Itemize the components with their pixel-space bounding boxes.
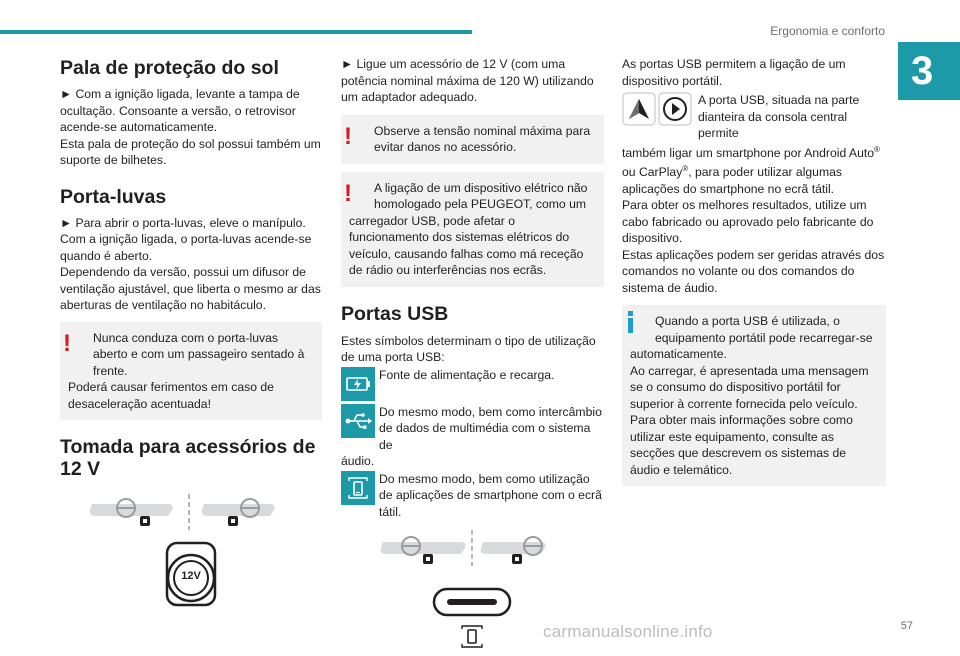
mirror-apps-text-part: , para poder utilizar algumas aplicações do smartphone no ecrã tátil.	[622, 165, 842, 196]
smartphone-mirror-icon	[341, 471, 375, 505]
glovebox-step: ► Para abrir o porta-luvas, eleve o manípulo.	[60, 215, 306, 230]
usb-symbol-data-text: Do mesmo modo, bem como intercâmbio de dados de multimédia com o sistema de	[379, 404, 602, 452]
warning-text-cont: carregador USB, pode afetar o funcionamento dos sistemas elétricos do veículo, causando falhas como má receção de rádio ou interferências nos ecrãs.	[349, 213, 584, 277]
warning-text-cont: Poderá causar ferimentos em caso de desaceleração acentuada!	[68, 380, 274, 411]
info-text: Quando a porta USB é utilizada, o equipamento portátil pode recarregar-se	[655, 314, 873, 345]
12v-socket-illustration	[60, 486, 322, 626]
heading-usb-ports: Portas USB	[341, 302, 449, 325]
sun-visor-step: ► Com a ignição ligada, levante a tampa de ocultação. Consoante a versão, o retrovisor acende-se automaticamente.	[60, 87, 300, 134]
heading-12v-socket: Tomada para acessórios de 12 V	[60, 436, 316, 480]
usb-trident-icon	[341, 404, 375, 438]
mirror-apps-text: A porta USB, situada na parte dianteira da consola central permite	[698, 93, 860, 140]
header-accent-bar	[0, 30, 472, 34]
chapter-number-tab: 3	[898, 42, 960, 100]
registered-mark: ®	[874, 144, 880, 154]
info-icon	[628, 311, 633, 333]
usb-symbol-power	[341, 367, 604, 401]
glovebox-vent-note: Dependendo da versão, possui um difusor de ventilação ajustável, que liberta o mesmo ar das aberturas de ventilação no habitáculo.	[60, 265, 321, 312]
apps-control-note: Estas aplicações podem ser geridas através dos comandos no volante ou dos comandos do sistema de áudio.	[622, 247, 885, 295]
mirror-apps-text-part: ou CarPlay	[622, 165, 683, 180]
warning-text: Observe a tensão nominal máxima para evitar danos no acessório.	[374, 123, 591, 154]
usb-intro: Estes símbolos determinam o tipo de utilização de uma porta USB:	[341, 333, 596, 364]
usb-symbol-power-text: Fonte de alimentação e recarga.	[379, 367, 555, 382]
mirror-apps-text-part: também ligar um smartphone por Android Auto	[622, 145, 875, 160]
accessory-step: ► Ligue um acessório de 12 V (com uma potência nominal máxima de 120 W) utilizando um adaptador adequado.	[341, 57, 594, 104]
warning-text: Nunca conduza com o porta-luvas aberto e com um passageiro sentado à frente.	[93, 330, 305, 378]
warning-text: A ligação de um dispositivo elétrico não homologado pela PEUGEOT, como um	[374, 180, 588, 211]
mirror-apps-block	[622, 92, 886, 197]
warning-exclamation-icon: !	[344, 179, 352, 207]
sun-visor-note: Esta pala de proteção do sol possui também um suporte de bilhetes.	[60, 136, 321, 167]
page-number: 57	[900, 620, 913, 632]
info-box-usb-charging	[622, 305, 886, 486]
glovebox-light-note: Com a ignição ligada, o porta-luvas acende-se quando é aberto.	[60, 232, 312, 263]
warning-box-voltage	[341, 115, 604, 164]
mirror-apps-text-cont	[622, 142, 886, 198]
column-right	[622, 50, 886, 486]
registered-mark: ®	[682, 164, 689, 174]
info-text-cont: automaticamente.	[630, 347, 727, 362]
dashboard-location-icon	[60, 486, 322, 626]
usb-symbol-data-text-cont: áudio.	[341, 454, 375, 468]
info-text-consumption: Ao carregar, é apresentada uma mensagem se o consumo do dispositivo portátil for superior à corrente fornecida pelo veículo.	[630, 363, 869, 411]
mirror-app-icons	[622, 92, 694, 126]
usb-symbol-smartphone	[341, 471, 604, 521]
warning-exclamation-icon: !	[63, 329, 71, 357]
warning-box-glovebox	[60, 322, 322, 421]
column-left	[60, 50, 322, 626]
column-middle	[341, 50, 604, 656]
warning-exclamation-icon: !	[344, 122, 352, 150]
usb-connect-intro: As portas USB permitem a ligação de um dispositivo portátil.	[622, 57, 846, 88]
watermark: carmanualsonline.info	[543, 622, 713, 641]
usb-symbol-smartphone-text: Do mesmo modo, bem como utilização de aplicações de smartphone com o ecrã tátil.	[379, 471, 602, 519]
heading-sun-visor: Pala de proteção do sol	[60, 57, 279, 79]
info-text-more: Para obter mais informações sobre como utilizar este equipamento, consulte as secções que descrevem os sistemas de áudio e telemático.	[630, 413, 853, 477]
section-title: Ergonomia e conforto	[770, 24, 885, 38]
heading-glovebox: Porta-luvas	[60, 185, 167, 208]
usb-symbol-data	[341, 404, 604, 470]
socket-12v-label: 12V	[181, 570, 201, 582]
cable-advice: Para obter os melhores resultados, utilize um cabo fabricado ou aprovado pelo fabricante do dispositivo.	[622, 198, 874, 246]
battery-charge-icon	[341, 367, 375, 401]
warning-box-usb-charger	[341, 172, 604, 287]
